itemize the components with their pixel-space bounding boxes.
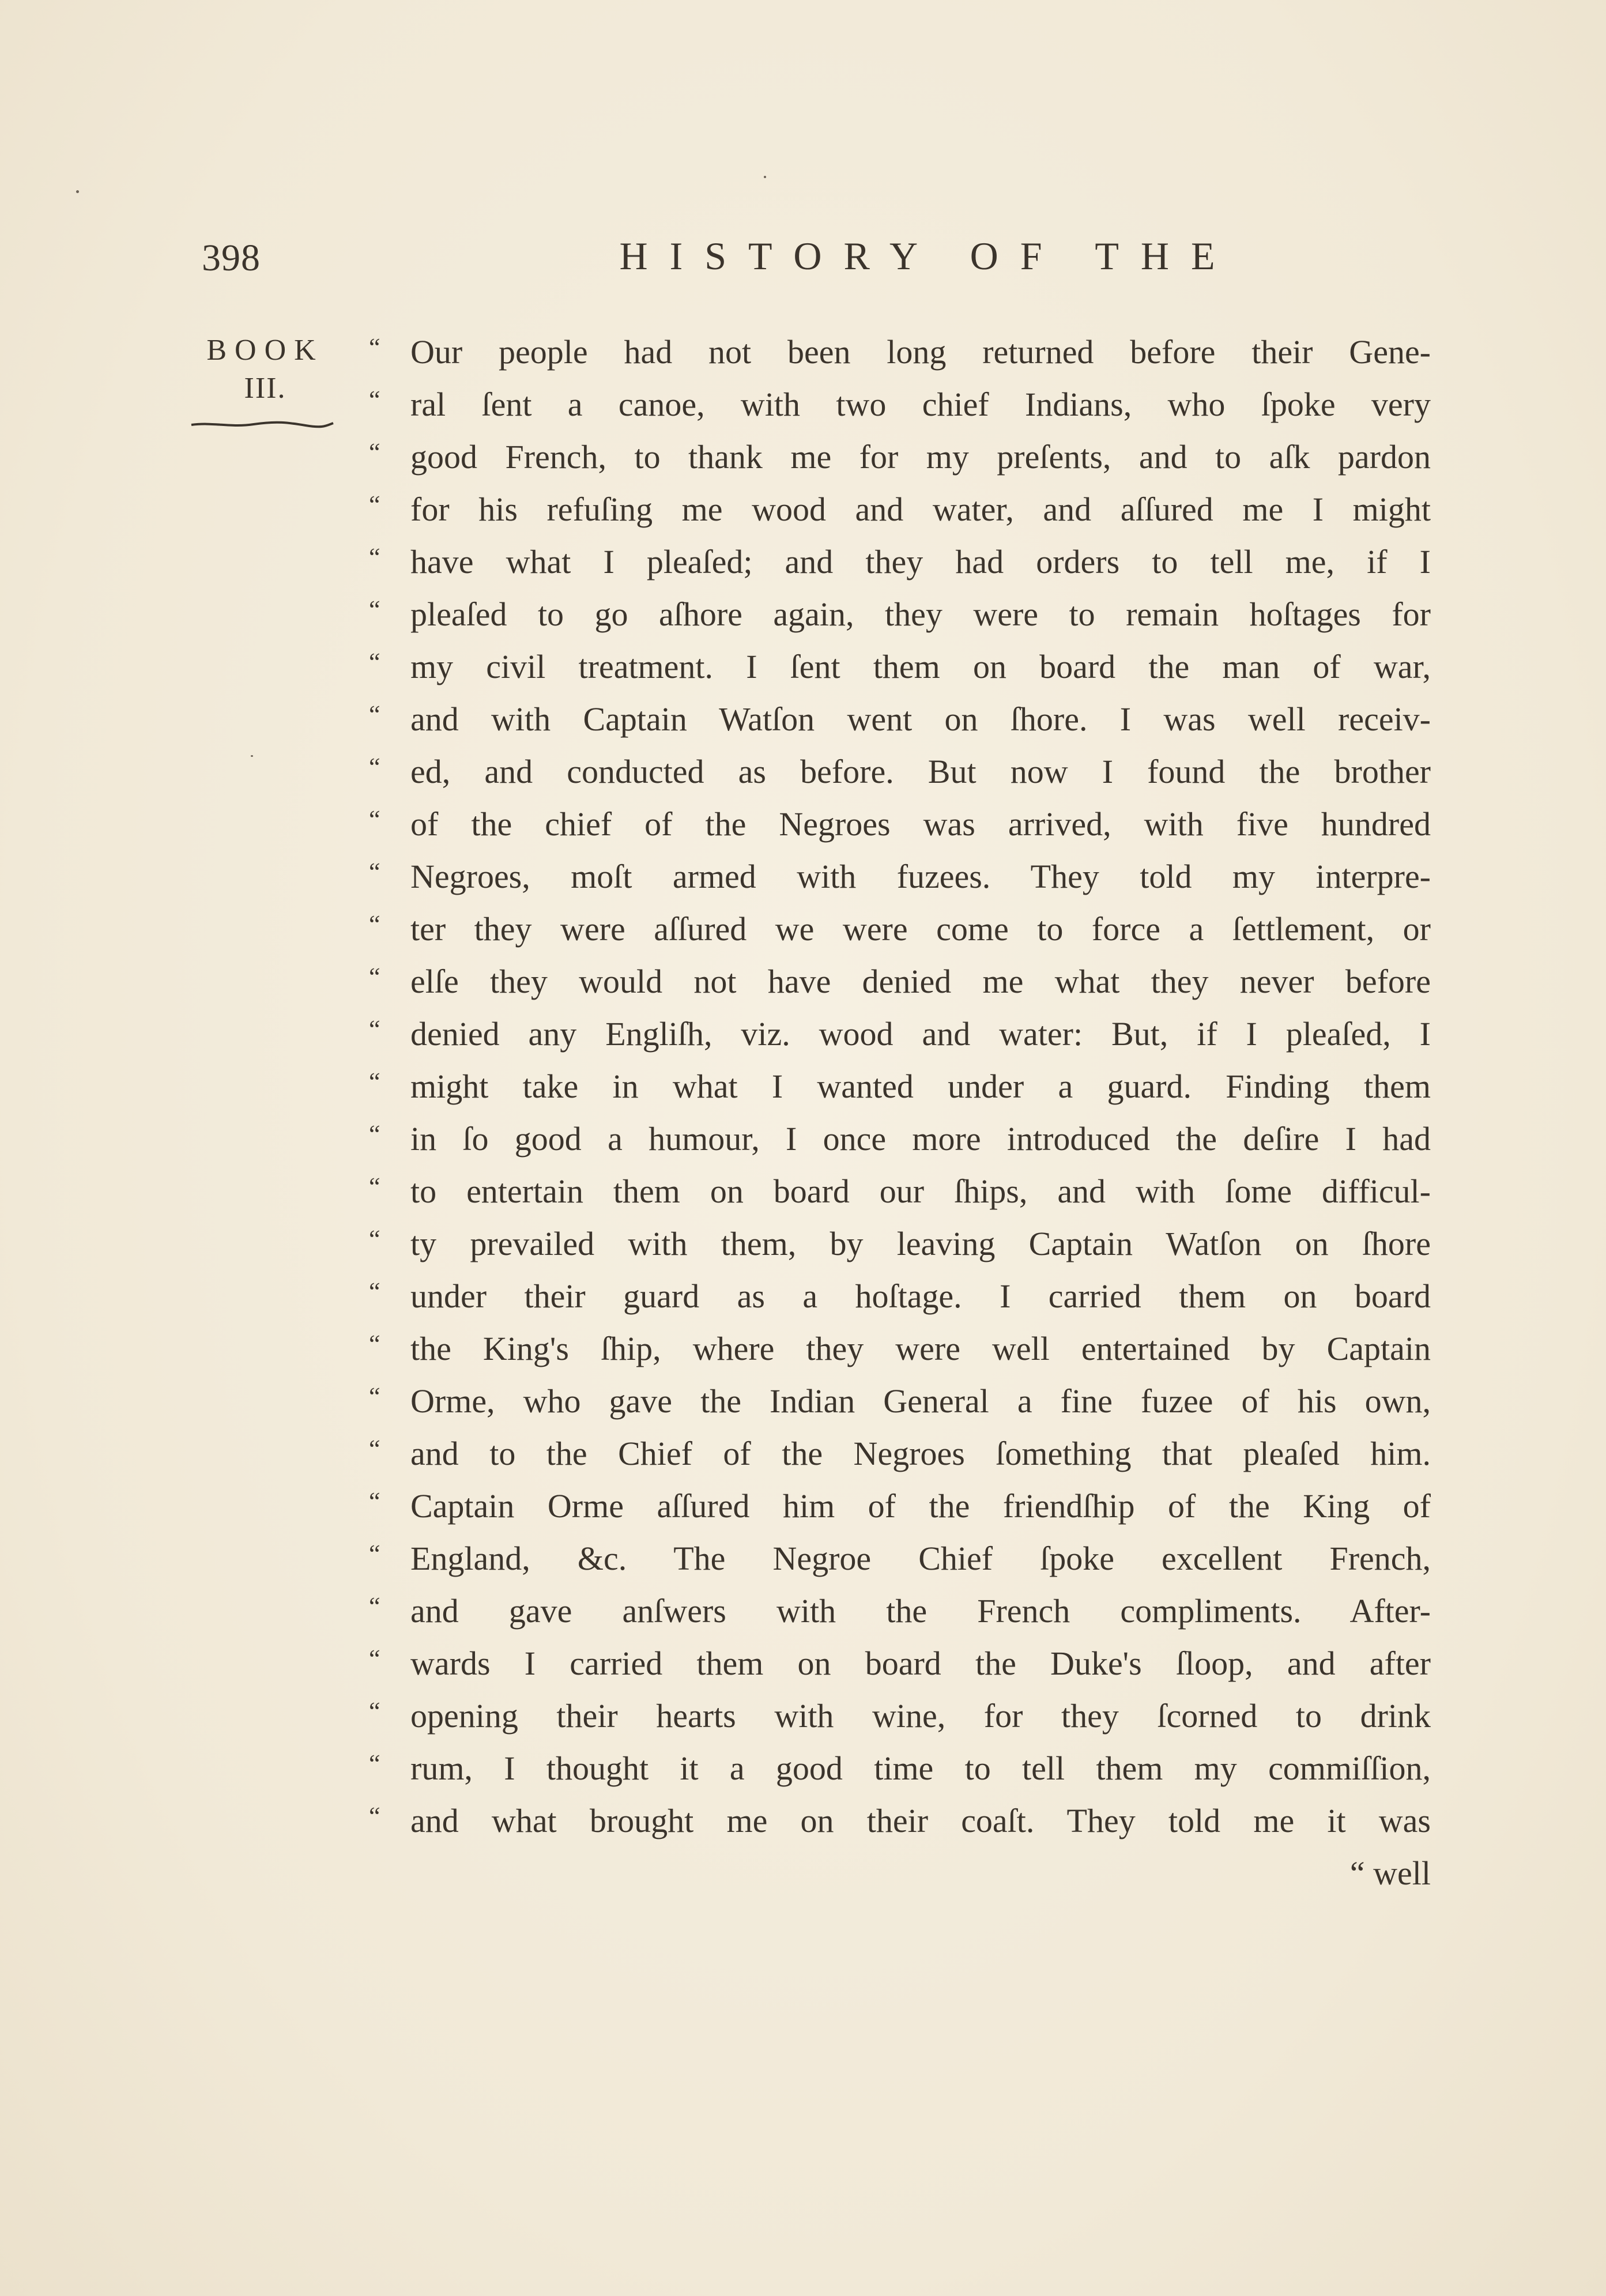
line-text: the King's ſhip, where they were well entertained by Captain xyxy=(410,1330,1431,1367)
text-line xyxy=(369,903,1431,955)
quote-mark: “ xyxy=(369,1540,380,1568)
text-line xyxy=(369,745,1431,798)
quote-mark: “ xyxy=(369,963,380,991)
quote-mark: “ xyxy=(369,333,380,361)
line-text: and gave anſwers with the French compliments. After- xyxy=(410,1592,1431,1630)
margin-note xyxy=(184,331,346,408)
text-line xyxy=(369,1585,1431,1637)
catchword-line xyxy=(369,1847,1431,1899)
quote-mark: “ xyxy=(369,648,380,676)
line-text: for his refuſing me wood and water, and aſſured me I might xyxy=(410,491,1431,528)
quote-mark: “ xyxy=(369,1645,380,1673)
text-line xyxy=(369,431,1431,483)
quote-mark: “ xyxy=(369,1435,380,1463)
text-line xyxy=(369,1794,1431,1847)
running-head: HISTORY OF THE xyxy=(619,234,1237,278)
quote-mark: “ xyxy=(369,1225,380,1253)
text-line xyxy=(369,1637,1431,1690)
text-line xyxy=(369,1532,1431,1585)
line-text: elſe they would not have denied me what they never before xyxy=(410,963,1431,1000)
line-text: denied any Engliſh, viz. wood and water: But, if I pleaſed, I xyxy=(410,1015,1431,1053)
line-text: wards I carried them on board the Duke's ſloop, and after xyxy=(410,1645,1431,1682)
text-line xyxy=(369,1217,1431,1270)
quote-mark: “ xyxy=(369,1487,380,1515)
quote-mark: “ xyxy=(369,1172,380,1201)
paper-speck xyxy=(251,755,253,757)
quote-mark: “ xyxy=(369,700,380,729)
text-line xyxy=(369,850,1431,903)
text-line xyxy=(369,1270,1431,1322)
text-line xyxy=(369,1008,1431,1060)
catchword: “ well xyxy=(1349,1854,1431,1892)
text-line xyxy=(369,1375,1431,1427)
text-line xyxy=(369,1322,1431,1375)
quote-mark: “ xyxy=(369,438,380,466)
quote-mark: “ xyxy=(369,1277,380,1306)
text-line xyxy=(369,693,1431,745)
line-text: rum, I thought it a good time to tell them my commiſſion, xyxy=(410,1750,1431,1787)
paper-speck xyxy=(76,190,79,193)
line-text: Our people had not been long returned before their Gene- xyxy=(410,333,1431,371)
line-text: and to the Chief of the Negroes ſomething that pleaſed him. xyxy=(410,1435,1431,1472)
line-text: Orme, who gave the Indian General a fine fuzee of his own, xyxy=(410,1382,1431,1420)
margin-ornament-rule xyxy=(190,421,334,429)
quote-mark: “ xyxy=(369,1068,380,1096)
line-text: my civil treatment. I ſent them on board the man of war, xyxy=(410,648,1431,685)
quote-mark: “ xyxy=(369,1120,380,1148)
text-line xyxy=(369,640,1431,693)
quote-mark: “ xyxy=(369,910,380,938)
page-number: 398 xyxy=(202,237,261,279)
quote-mark: “ xyxy=(369,805,380,834)
quote-mark: “ xyxy=(369,595,380,624)
text-line xyxy=(369,378,1431,431)
quote-mark: “ xyxy=(369,1697,380,1725)
text-line xyxy=(369,1060,1431,1113)
line-text: of the chief of the Negroes was arrived, with five hundred xyxy=(410,805,1431,843)
text-line xyxy=(369,1480,1431,1532)
quote-mark: “ xyxy=(369,1592,380,1620)
text-line xyxy=(369,955,1431,1008)
quote-mark: “ xyxy=(369,1802,380,1830)
line-text: to entertain them on board our ſhips, and with ſome difficul- xyxy=(410,1172,1431,1210)
text-line xyxy=(369,483,1431,536)
line-text: have what I pleaſed; and they had orders to tell me, if I xyxy=(410,543,1431,580)
line-text: ty prevailed with them, by leaving Captain Watſon on ſhore xyxy=(410,1225,1431,1262)
line-text: in ſo good a humour, I once more introduced the deſire I had xyxy=(410,1120,1431,1158)
quote-mark: “ xyxy=(369,386,380,414)
quote-mark: “ xyxy=(369,491,380,519)
line-text: under their guard as a hoſtage. I carried them on board xyxy=(410,1277,1431,1315)
text-line xyxy=(369,798,1431,850)
line-text: pleaſed to go aſhore again, they were to remain hoſtages for xyxy=(410,595,1431,633)
line-text: England, &c. The Negroe Chief ſpoke excellent French, xyxy=(410,1540,1431,1577)
quote-mark: “ xyxy=(369,1330,380,1358)
text-line xyxy=(369,536,1431,588)
quote-mark: “ xyxy=(369,753,380,781)
line-text: and with Captain Watſon went on ſhore. I was well receiv- xyxy=(410,700,1431,738)
text-line xyxy=(369,588,1431,640)
line-text: might take in what I wanted under a guard. Finding them xyxy=(410,1068,1431,1105)
margin-book-label: BOOK xyxy=(206,334,324,367)
margin-book-number: III. xyxy=(244,372,286,405)
line-text: and what brought me on their coaſt. They told me it was xyxy=(410,1802,1431,1839)
line-text: ed, and conducted as before. But now I found the brother xyxy=(410,753,1431,790)
line-text: Captain Orme aſſured him of the friendſhip of the King of xyxy=(410,1487,1431,1525)
text-line xyxy=(369,1427,1431,1480)
quote-mark: “ xyxy=(369,858,380,886)
paper-speck xyxy=(764,176,766,178)
line-text: ter they were aſſured we were come to force a ſettlement, or xyxy=(410,910,1431,948)
text-line xyxy=(369,326,1431,378)
body-text xyxy=(369,326,1431,1899)
text-line xyxy=(369,1742,1431,1794)
quote-mark: “ xyxy=(369,1750,380,1778)
line-text: opening their hearts with wine, for they ſcorned to drink xyxy=(410,1697,1431,1735)
quote-mark: “ xyxy=(369,1015,380,1043)
line-text: Negroes, moſt armed with fuzees. They told my interpre- xyxy=(410,858,1431,895)
line-text: good French, to thank me for my preſents, and to aſk pardon xyxy=(410,438,1431,476)
quote-mark: “ xyxy=(369,1382,380,1411)
text-line xyxy=(369,1165,1431,1217)
line-text: ral ſent a canoe, with two chief Indians, who ſpoke very xyxy=(410,386,1431,423)
text-line xyxy=(369,1113,1431,1165)
text-line xyxy=(369,1690,1431,1742)
quote-mark: “ xyxy=(369,543,380,571)
